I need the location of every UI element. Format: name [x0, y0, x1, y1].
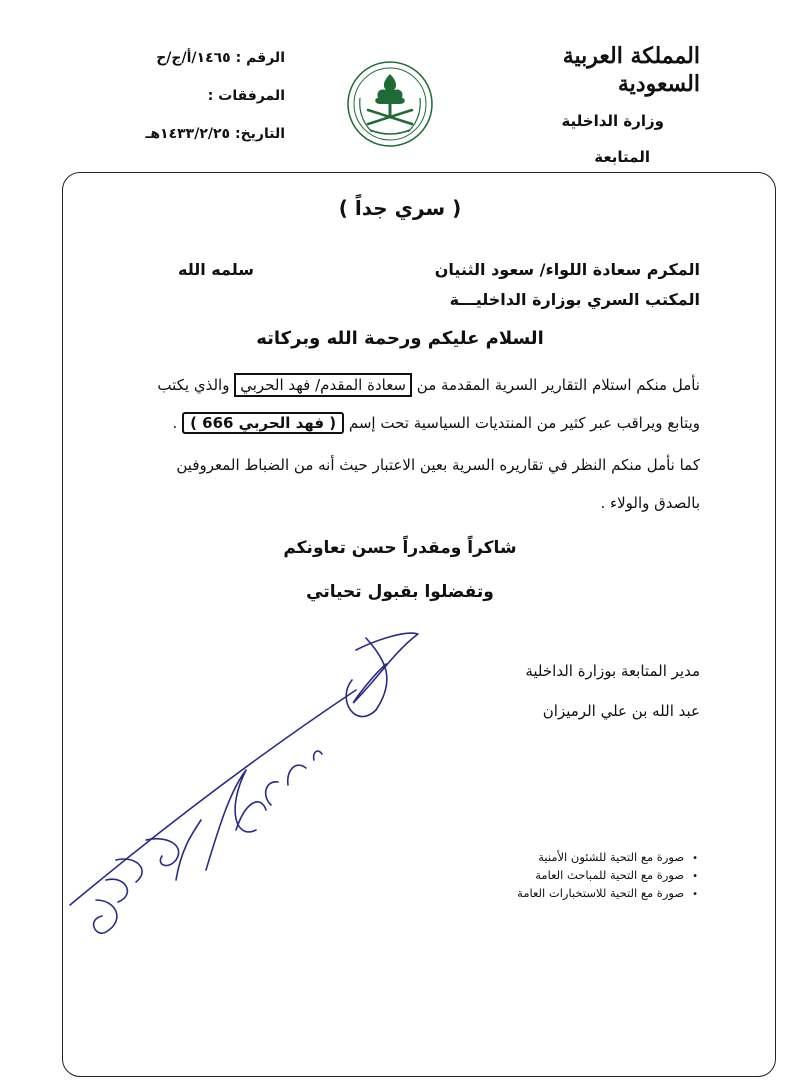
reference-number: الرقم : ١٤٦٥/أ/ج/ح — [156, 50, 285, 66]
body-text: ويتابع ويراقب عبر كثير من المنتديات السياسية تحت إسم — [348, 414, 700, 432]
attachments-label: المرفقات : — [207, 88, 285, 104]
body-line-3: كما نأمل منكم النظر في تقاريره السرية بعين الاعتبار حيث أنه من الضباط المعروفين — [176, 456, 700, 474]
body-line-4: بالصدق والولاء . — [600, 494, 700, 512]
body-text: . — [172, 414, 178, 432]
addressee-office: المكتب السري بوزارة الداخليـــة — [449, 290, 700, 309]
body-line-2 — [173, 414, 701, 432]
highlighted-name-box: سعادة المقدم/ فهد الحربي — [234, 373, 412, 397]
greeting: السلام عليكم ورحمة الله وبركاته — [256, 328, 544, 349]
salutation-short: سلمه الله — [178, 260, 254, 279]
list-item: • صورة مع التحية للشئون الأمنية — [470, 848, 698, 866]
closing-regards: وتفضلوا بقبول تحياتي — [306, 582, 494, 602]
reference-block — [110, 50, 285, 164]
closing-thanks: شاكراً ومقدراً حسن تعاونكم — [283, 538, 517, 558]
body-text: والذي يكتب — [157, 376, 230, 394]
letter-date: التاريخ: ١٤٣٣/٢/٢٥هـ — [145, 126, 285, 142]
list-item: • صورة مع التحية للمباحث العامة — [470, 866, 698, 884]
department-name: المتابعة — [594, 148, 650, 166]
letterhead — [480, 42, 700, 166]
kingdom-title: المملكة العربية السعودية — [562, 43, 700, 97]
signatory-title: مدير المتابعة بوزارة الداخلية — [525, 662, 700, 680]
classification-label: ( سري جداً ) — [338, 196, 462, 220]
signatory-name: عبد الله بن علي الرميزان — [542, 702, 700, 720]
saudi-emblem-icon — [346, 58, 434, 150]
cc-list — [470, 848, 698, 902]
list-item: • صورة مع التحية للاستخبارات العامة — [470, 884, 698, 902]
ministry-name: وزارة الداخلية — [561, 112, 664, 130]
addressee-line: المكرم سعادة اللواء/ سعود الثنيان — [434, 260, 700, 279]
body-text: نأمل منكم استلام التقارير السرية المقدمة من — [416, 376, 700, 394]
body-line-1 — [157, 376, 700, 394]
highlighted-alias-box: ( فهد الحربي 666 ) — [182, 412, 344, 434]
